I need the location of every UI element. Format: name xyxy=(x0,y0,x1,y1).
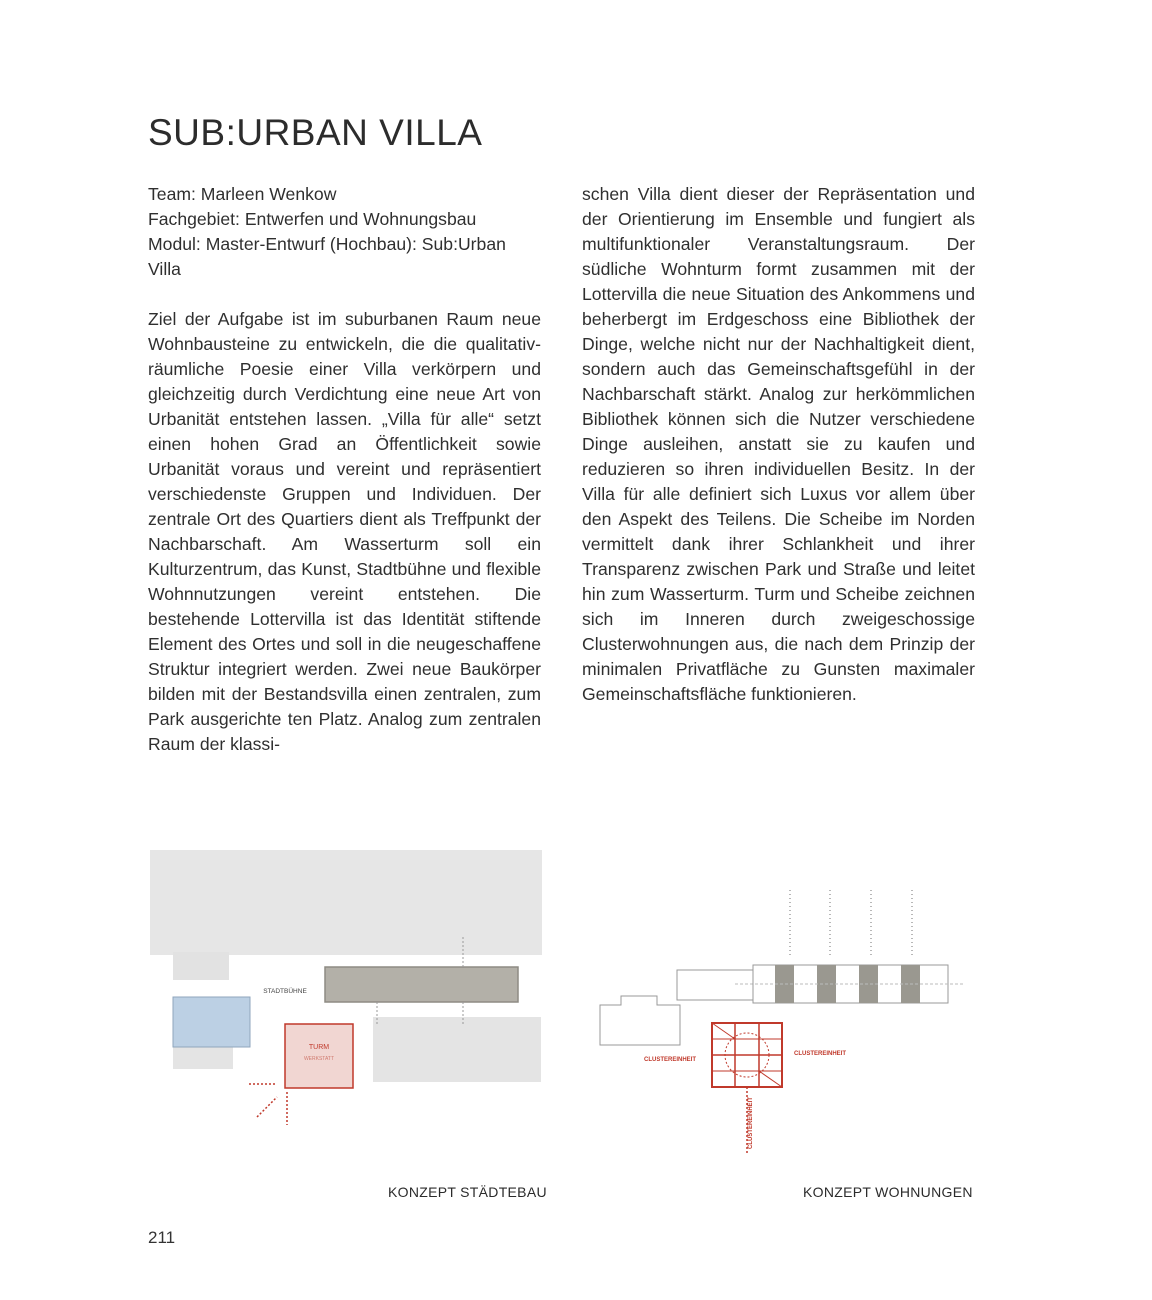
team-line: Team: Marleen Wenkow xyxy=(148,184,337,204)
field-line: Fachgebiet: Entwerfen und Wohnungsbau xyxy=(148,209,477,229)
tower-grid xyxy=(759,1071,782,1087)
tower-sublabel: WERKSTATT xyxy=(303,1056,335,1062)
caption-urban-concept: KONZEPT STÄDTEBAU xyxy=(388,1184,547,1200)
urban-concept-svg xyxy=(145,842,545,1142)
street-block xyxy=(373,1017,541,1082)
access-line xyxy=(257,1097,277,1117)
tower-grid xyxy=(712,1023,735,1039)
connector-outline xyxy=(677,970,753,1000)
ground-block xyxy=(173,1047,233,1069)
project-meta xyxy=(148,182,541,282)
north-slab xyxy=(325,967,518,1002)
existing-villa xyxy=(173,997,250,1047)
cluster-label-vertical: CLUSTEREINHEIT xyxy=(748,1096,754,1150)
text-column-left xyxy=(148,182,541,757)
park-area xyxy=(150,850,542,955)
text-column-right xyxy=(582,182,975,707)
cluster-label-left: CLUSTEREINHEIT xyxy=(643,1057,697,1063)
caption-housing-concept: KONZEPT WOHNUNGEN xyxy=(803,1184,973,1200)
tower-label: TURM xyxy=(308,1044,330,1051)
small-building xyxy=(173,952,229,980)
body-paragraph-right: schen Villa dient dieser der Repräsentation und der Orientierung im Ensemble und fungiert als multifunktionaler Veranstaltungsraum. Der südliche Wohnturm formt zusammen mit der Lottervilla die neue Situation des Ankommens und beherbergt im Erdgeschoss eine Bibliothek der Dinge, welche nicht nur der Nachhaltigkeit dient, sondern auch das Gemeinschaftsgefühl in der Nachbarschaft stärkt. Analog zur herkömmlichen Bibliothek können sich die Nutzer verschiedene Dinge ausleihen, anstatt sie zu kaufen und reduzieren so ihren individuellen Besitz. In der Villa für alle definiert sich Luxus vor allem über den Aspekt des Teilens. Die Scheibe im Norden vermittelt dank ihrer Schlankheit und ihrer Transparenz zwischen Park und Straße und leitet hin zum Wasserturm. Turm und Scheibe zeichnen sich im Inneren durch zweigeschossige Clusterwohnungen aus, die nach dem Prinzip der minimalen Privatfläche zu Gunsten maximaler Gemeinschaftsfläche funktionieren. xyxy=(582,184,975,704)
body-paragraph-left: Ziel der Aufgabe ist im suburbanen Raum neue Wohnbausteine zu entwickeln, die die qualitativ-räumliche Poesie einer Villa verkörpern und gleichzeitig durch Verdichtung eine neue Art von Urbanität entstehen lassen. „Villa für alle“ setzt einen hohen Grad an Öffentlichkeit sowie Urbanität voraus und vereint und repräsentiert verschiedenste Gruppen und Individuen. Der zentrale Ort des Quartiers dient als Treffpunkt der Nachbarschaft. Am Wasserturm soll ein Kulturzentrum, das Kunst, Stadtbühne und flexible Wohnnutzungen vereint entstehen. Die bestehende Lottervilla ist das Identität stiftende Element des Ortes und soll in die neugeschaffene Struktur integriert werden. Zwei neue Baukörper bilden mit der Bestandsvilla einen zentralen, zum Park ausgerichte ten Platz. Analog zum zentralen Raum der klassi- xyxy=(148,309,541,754)
housing-concept-svg xyxy=(595,885,980,1165)
urban-concept-diagram xyxy=(145,842,545,1142)
page-title: SUB:URBAN VILLA xyxy=(148,112,483,153)
stage-label: STADTBÜHNE xyxy=(263,988,307,995)
housing-concept-diagram xyxy=(595,885,980,1165)
page-number: 211 xyxy=(148,1228,176,1247)
module-line: Modul: Master-Entwurf (Hochbau): Sub:Urban Villa xyxy=(148,234,506,279)
villa-outline xyxy=(600,996,680,1045)
cluster-label-right: CLUSTEREINHEIT xyxy=(793,1051,847,1057)
